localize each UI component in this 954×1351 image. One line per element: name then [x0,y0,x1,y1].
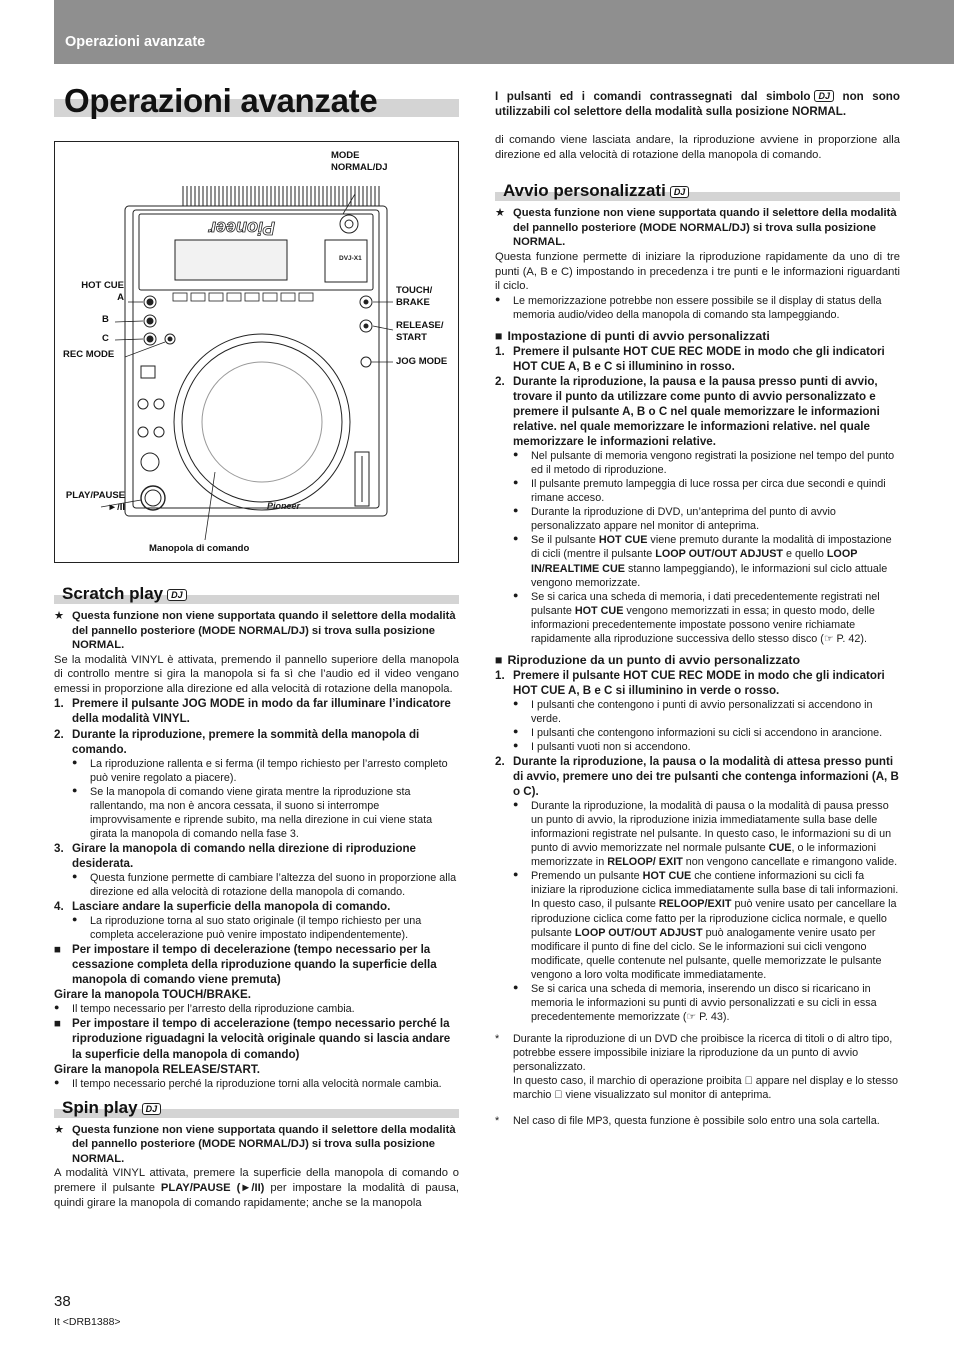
footer-code: It <DRB1388> [54,1316,121,1328]
label-b: B [102,314,109,325]
spin-note: ★ Questa funzione non viene supportata quando il selettore della modalità del pannello posteriore (MODE NORMAL/DJ) si trova sulla posizione NORMAL. [54,1123,456,1165]
footnote-2: * Nel caso di file MP3, questa funzione è possibile solo entro una sola cartella. [495,1114,880,1127]
dj-icon: DJ [142,1103,162,1115]
impostazione-heading: ■ Impostazione di punti di avvio personalizzati [495,328,770,343]
pioneer-logo-bottom: Pioneer [267,501,301,511]
label-play-pause: PLAY/PAUSE ►/II [65,490,125,513]
spin-text: A modalità VINYL attivata, premere la superficie della manopola di comando o premere il pulsante PLAY/PAUSE (►/II) per impostare la modalità di pausa, quindi girare la manopola di comando rapidamente; anche se la manopola [54,1167,459,1209]
label-rec-mode: REC MODE [63,349,115,360]
right-column [495,89,900,1128]
pioneer-logo-top: Pioneer [208,218,275,238]
scratch-step-2-bullet-1: ● La riproduzione rallenta e si ferma (il tempo richiesto per l’arresto completo può venire regolato a piacere). [72,756,448,784]
label-mode-normal-dj: MODE NORMAL/DJ [331,150,388,173]
imp-bullet-1: ● Nel pulsante di memoria vengono registrati la posizione nel tempo del punto ed il metodo di riproduzione. [513,449,895,477]
label-jog-mode: JOG MODE [396,356,448,367]
spin-play-heading [54,1097,459,1119]
accel-heading: ■ Per impostare il tempo di accelerazione (tempo necessario perché la riproduzione riguadagni la velocità originale quando si lascia andare la superficie della manopola di comando) [54,1017,451,1061]
scratch-intro: Se la modalità VINYL è attivata, premendo il pannello superiore della manopola di controllo mentre si gira la manopola si fa sì che l’audio ed il video vengano emessi in proporzione alla direzione ed alla velocità di rotazione della manopola. [54,653,459,695]
page-title-block [54,80,459,124]
accel-action: Girare la manopola RELEASE/START. [54,1062,260,1076]
scratch-step-4: 4. Lasciare andare la superficie della manopola di comando. [54,900,391,913]
device-figure [54,141,459,563]
rip-step-2-bullet-1: ● Durante la riproduzione, la modalità di pausa o la modalità di pausa presso un punto di avvio, la riproduzione inizia immediatamente sulla base delle informazioni registrate nel pulsante. In questo caso, le informazioni su di un punto di avvio memorizzate nel normale pulsante CUE, o le informazioni memorizzate in RELOOP/ EXIT non vengono cancellate e rimangono valide. [513,799,898,869]
avvio-intro-bullet: ● Le memorizzazione potrebbe non essere possibile se il display di status della memoria audio/video della manopola di comando sta lampeggiando. [495,293,882,321]
imp-bullet-5: ● Se si carica una scheda di memoria, i dati precedentemente registrati nel pulsante HOT CUE vengono memorizzati in essa; in questo modo, delle informazioni precedentemente impostate possono venire richiamate rapidamente alla riproduzione successiva dello stesso disco (☞ P. 42). [513,589,880,645]
scratch-step-4-bullet-1: ● La riproduzione torna al suo stato originale (il tempo richiesto per una completa accelerazione può venire impostato indipendentemente). [72,914,422,942]
label-touch-brake: TOUCH/ BRAKE [396,285,433,308]
imp-step-1: 1. Premere il pulsante HOT CUE REC MODE in modo che gli indicatori HOT CUE A, B e C si illuminino in rosso. [495,344,885,373]
scratch-play-title: Scratch play [62,584,164,603]
imp-step-2: 2. Durante la riproduzione, la pausa e la pausa presso punti di avvio, trovare il punto da utilizzare come punto di avvio personalizzato e premere il pulsante A, B o C nel quale memorizzare le informazioni relative. nel quale memorizzare le informazioni relative. nel quale memorizzare le informazioni relative. [495,374,880,449]
imp-bullet-4: ● Se il pulsante HOT CUE viene premuto durante la modalità di impostazione di cicli (mentre il pulsante LOOP OUT/OUT ADJUST e quello LOOP IN/REALTIME CUE stanno lampeggiando), le informazioni sul ciclo attuale vengono memorizzate. [513,533,892,589]
decel-action: Girare la manopola TOUCH/BRAKE. [54,988,251,1002]
label-c: C [102,333,109,344]
scratch-note: ★ Questa funzione non viene supportata quando il selettore della modalità del pannello posteriore (MODE NORMAL/DJ) si trova sulla posizione NORMAL. [54,610,456,652]
rip-step-1-bullet-2: ● I pulsanti che contengono informazioni su cicli si accendono in arancione. [513,726,883,739]
label-hot-cue-a: HOT CUE A [81,280,124,303]
dj-icon: DJ [670,186,690,198]
section-header-title: Operazioni avanzate [65,34,206,50]
scratch-step-1: 1. Premere il pulsante JOG MODE in modo da far illuminare l’indicatore della modalità VINYL. [54,697,451,726]
rip-step-2: 2. Durante la riproduzione, la pausa o la modalità di attesa presso punti di avvio, premere uno dei tre pulsanti che contenga informazioni (A, B o C). [495,755,899,799]
label-release-start: RELEASE/ START [396,320,444,343]
spin-continuation: di comando viene lasciata andare, la riproduzione avviene in proporzione alla direzione ed alla velocità di rotazione della manopola di comando. [495,134,900,161]
riproduzione-heading: ■ Riproduzione da un punto di avvio personalizzato [495,652,801,667]
page-number: 38 [54,1293,71,1310]
scratch-step-2: 2. Durante la riproduzione, premere la sommità della manopola di comando. [54,727,420,756]
accel-bullet: ● Il tempo necessario perché la riproduzione torni alla velocità normale cambia. [54,1076,442,1090]
rip-step-2-bullet-2: ● Premendo un pulsante HOT CUE che contiene informazioni su cicli fa iniziare la riproduzione ciclica immediatamente sulla base di tali informazioni. In questo caso, il pulsante RELOOP/EXIT può venire usato per cancellare la riproduzione ciclica come fatto per la riproduzione ciclica normale, e quello pulsante LOOP OUT/OUT ADJUST può analogamente venire usato per modificare il punto di fine del ciclo. Se le informazioni sui cicli vengono modificate, quelle contenute nel pulsante, quelle memorizzate le pulsante vengono a loro volta modificate immediatamente. [513,869,899,981]
rip-step-1: 1. Premere il pulsante HOT CUE REC MODE in modo che gli indicatori HOT CUE A, B e C si illuminino in verde o rosso. [495,668,885,697]
page-title: Operazioni avanzate [64,82,378,119]
scratch-step-2-bullet-2: ● Se la manopola di comando viene girata mentre la riproduzione sta rallentando, ma non è ancora cessata, il suono si interrompe improvvisamente e riprende subito, ma nella direzione in cui viene stata girata la manopola di comando nella fase 3. [72,784,433,840]
avvio-intro: Questa funzione permette di iniziare la riproduzione rapidamente da uno di tre punti (A, B e C) impostando in precedenza i tre punti e le informazioni riguardanti il ciclo. [495,250,900,293]
imp-bullet-3: ● Durante la riproduzione di DVD, un’anteprima del punto di avvio personalizzato appare nel monitor di anteprima. [513,505,836,533]
jog-dial-outer [174,334,350,510]
footnote-1: * Durante la riproduzione di un DVD che proibisce la ricerca di titoli o di altro tipo, potrebbe essere impossibile iniziare la riproduzione da un punto di avvio personalizzato. In questo caso, il marchio di operazione proibita ⃠ appare nel display e lo stesso marchio ⃠ viene visualizzato sul monitor di anteprima. [495,1032,899,1101]
left-column [54,583,459,1210]
section-header-bar [54,0,954,64]
scratch-step-3: 3. Girare la manopola di comando nella direzione di riproduzione desiderata. [54,841,417,870]
avvio-note: ★ Questa funzione non viene supportata quando il selettore della modalità del pannello posteriore (MODE NORMAL/DJ) si trova sulla posizione NORMAL. [495,207,897,249]
rip-step-1-bullet-1: ● I pulsanti che contengono i punti di avvio personalizzati si accendono in verde. [513,697,873,725]
imp-bullet-2: ● Il pulsante premuto lampeggia di luce rossa per circa due secondi e quindi rimane acceso. [513,477,886,505]
model-label: DVJ-X1 [339,255,362,262]
intro-note: I pulsanti ed i comandi contrassegnati dal simbolo DJ non sono utilizzabili col selettore della modalità sulla posizione NORMAL. [495,90,900,119]
avvio-heading [495,180,900,202]
dj-icon: DJ [167,589,187,601]
rip-step-2-bullet-3: ● Se si carica una scheda di memoria, inserendo un disco si ricaricano in memoria le informazioni su punti di avvio personalizzati e su cicli in essa precedentemente memorizzate (☞ P. 43). [513,981,877,1023]
scratch-step-3-bullet-1: ● Questa funzione permette di cambiare l’altezza del suono in proporzione alla direzione ed alla velocità di rotazione della manopola di comando. [72,870,457,898]
label-jog-dial: Manopola di comando [149,543,250,554]
rip-step-1-bullet-3: ● I pulsanti vuoti non si accendono. [513,740,691,754]
scratch-play-heading [54,583,459,605]
avvio-title: Avvio personalizzati [503,181,666,201]
spin-play-title: Spin play [62,1097,138,1117]
decel-bullet: ● Il tempo necessario per l’arresto della riproduzione cambia. [54,1002,355,1016]
dj-icon: DJ [814,90,834,102]
decel-heading: ■ Per impostare il tempo di decelerazione (tempo necessario per la cessazione completa della riproduzione quando la superficie della manopola di comando viene premuta) [54,943,437,987]
